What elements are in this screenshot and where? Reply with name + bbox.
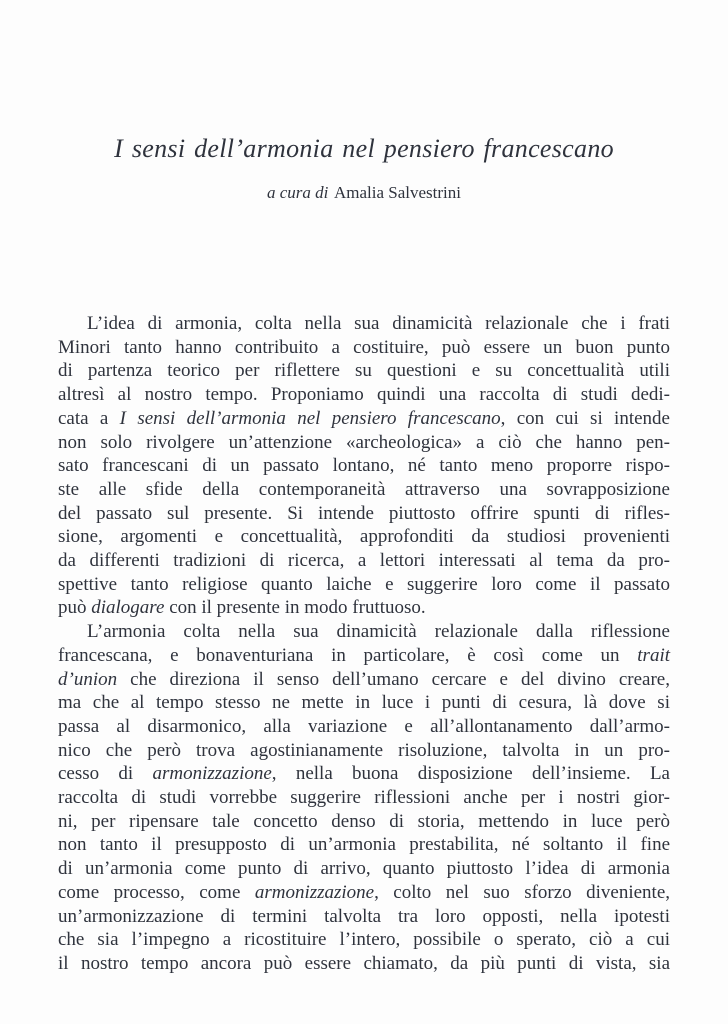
- text-line: [58, 691, 670, 715]
- text-line: [58, 857, 670, 881]
- text-line: [58, 810, 670, 834]
- italic-run: armonizzazione: [152, 763, 272, 785]
- text-line: [58, 952, 670, 976]
- italic-run: I sensi dell’armonia nel pensiero francescano: [119, 407, 501, 429]
- text-line: [58, 573, 670, 597]
- text-run: , nella buona disposizione dell’insieme. La: [271, 763, 670, 785]
- text-run: Minori tanto hanno contribuito a costituire, può essere un buon punto: [58, 336, 670, 358]
- italic-run: dialogare: [91, 597, 165, 619]
- text-run: ste alle sfide della contemporaneità attraverso una sovrapposizione: [58, 478, 670, 500]
- text-run: che sia l’impegno a ricostituire l’intero, possibile o sperato, ciò a cui: [58, 929, 670, 951]
- italic-run: trait: [637, 644, 670, 666]
- text-line: [58, 549, 670, 573]
- text-run: L’idea di armonia, colta nella sua dinamicità relazionale che i frati: [87, 313, 670, 334]
- text-run: passa al disarmonico, alla variazione e all’allontanamento dall’armo-: [58, 715, 670, 737]
- text-line: [58, 620, 670, 644]
- text-block: [58, 0, 670, 976]
- text-line: [58, 644, 670, 668]
- byline-editor-name: Amalia Salvestrini: [333, 183, 461, 202]
- text-run: il nostro tempo ancora può essere chiamato, da più punti di vista, sia: [58, 952, 670, 974]
- text-line: [58, 312, 670, 336]
- text-run: spettive tanto religiose quanto laiche e suggerire loro come il passato: [58, 573, 670, 595]
- paragraph-1: [58, 312, 670, 620]
- text-run: sione, argomenti e concettualità, approfonditi da studiosi provenienti: [58, 526, 670, 548]
- text-line: [58, 525, 670, 549]
- text-run: raccolta di studi vorrebbe suggerire riflessioni anche per i nostri gior-: [58, 787, 670, 809]
- text-line: [58, 905, 670, 929]
- text-run: di partenza teorico per riflettere su questioni e su concettualità utili: [58, 360, 670, 382]
- text-line: [58, 478, 670, 502]
- text-run: come processo, come: [58, 881, 255, 903]
- text-run: sato francescani di un passato lontano, né tanto meno proporre rispo-: [58, 455, 670, 477]
- text-run: , con cui si intende: [500, 407, 670, 429]
- text-line: [58, 502, 670, 526]
- text-run: ma che al tempo stesso ne mette in luce i punti di cesura, là dove si: [58, 692, 670, 714]
- body-text: [58, 312, 670, 976]
- text-run: può: [58, 597, 92, 619]
- text-line: [58, 833, 670, 857]
- byline-prefix: a cura di: [266, 183, 329, 202]
- text-run: , colto nel suo sforzo diveniente,: [374, 881, 670, 903]
- text-run: non solo rivolgere un’attenzione «archeologica» a ciò che hanno pen-: [58, 431, 670, 453]
- text-run: francescana, e bonaventuriana in particolare, è così come un: [58, 644, 638, 666]
- text-run: altresì al nostro tempo. Proponiamo quindi una raccolta di studi dedi-: [58, 384, 670, 406]
- text-line: [58, 928, 670, 952]
- text-line: [58, 881, 670, 905]
- text-line: [58, 431, 670, 455]
- text-run: cata a: [58, 407, 120, 429]
- text-line: [58, 383, 670, 407]
- text-run: del passato sul presente. Si intende piuttosto offrire spunti di rifles-: [58, 502, 670, 524]
- italic-run: armonizzazione: [254, 881, 375, 903]
- text-run: un’armonizzazione di termini talvolta tra loro opposti, nella ipotesti: [58, 905, 670, 927]
- text-run: L’armonia colta nella sua dinamicità relazionale dalla riflessione: [87, 621, 670, 643]
- paragraph-2: [58, 620, 670, 976]
- byline: [58, 182, 670, 204]
- text-run: con il presente in modo fruttuoso.: [164, 597, 426, 619]
- text-line: [58, 715, 670, 739]
- text-run: di un’armonia come punto di arrivo, quanto piuttosto l’idea di armonia: [58, 858, 670, 880]
- text-line: [58, 762, 670, 786]
- text-line: [58, 668, 670, 692]
- text-line: [58, 454, 670, 478]
- text-run: nico che però trova agostinianamente risoluzione, talvolta in un pro-: [58, 739, 670, 761]
- italic-run: d’union: [58, 668, 118, 690]
- text-run: non tanto il presupposto di un’armonia prestabilita, né soltanto il fine: [58, 834, 670, 856]
- text-run: che direziona il senso dell’umano cercare e del divino creare,: [117, 668, 670, 690]
- text-line: [58, 336, 670, 360]
- text-run: ni, per ripensare tale concetto denso di storia, mettendo in luce però: [58, 810, 670, 832]
- text-line: [58, 359, 670, 383]
- text-line: [58, 786, 670, 810]
- text-line: [58, 739, 670, 763]
- text-run: cesso di: [58, 763, 153, 785]
- text-run: da differenti tradizioni di ricerca, a lettori interessati al tema da pro-: [58, 550, 670, 572]
- text-line: [58, 596, 670, 620]
- text-line: [58, 407, 670, 431]
- chapter-title: I sensi dell’armonia nel pensiero francescano: [114, 134, 614, 163]
